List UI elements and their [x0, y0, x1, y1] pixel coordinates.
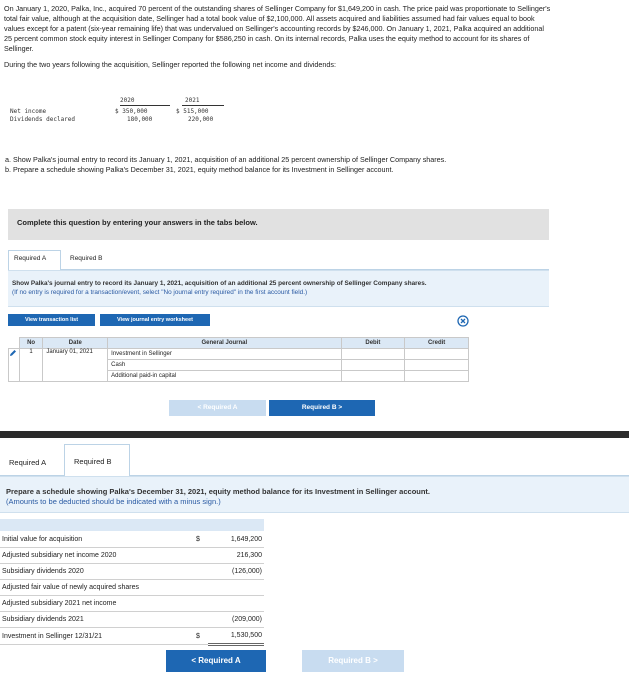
schedule-row: [0, 580, 264, 596]
row-dividends-2020: 180,000: [127, 116, 153, 123]
row-dividends-2021: 220,000: [188, 116, 214, 123]
row-net-income-label: Net income: [10, 108, 47, 115]
year-2020: 2020: [120, 97, 135, 104]
complete-banner-text: Complete this question by entering your answers in the tabs below.: [17, 218, 258, 227]
row-dividends-label: Dividends declared: [10, 116, 76, 123]
col-no: No: [19, 338, 43, 349]
schedule-sym-5: [194, 612, 208, 628]
debit-3[interactable]: [341, 371, 405, 382]
reqB-instruction: Prepare a schedule showing Palka's December 31, 2021, equity method balance for its Investment in Sellinger account.: [6, 487, 431, 496]
reqA-instruction-box: [8, 270, 549, 307]
tab-required-a[interactable]: Required A: [8, 250, 61, 270]
schedule-sym-1: [194, 548, 208, 564]
schedule-row: [0, 532, 264, 548]
schedule-sym-6: $: [194, 628, 208, 645]
schedule-header: [0, 519, 264, 531]
schedule-amount-0[interactable]: 1,649,200: [208, 532, 264, 548]
credit-2[interactable]: [405, 360, 469, 371]
problem-text: [4, 4, 552, 70]
schedule-sym-3: [194, 580, 208, 596]
reqB-prev-button[interactable]: < Required A: [166, 650, 266, 672]
account-1[interactable]: Investment in Sellinger: [108, 349, 341, 360]
credit-3[interactable]: [405, 371, 469, 382]
tab-required-b[interactable]: Required B: [64, 250, 120, 270]
schedule-label-5: Subsidiary dividends 2021: [0, 612, 194, 628]
problem-during: During the two years following the acquisition, Sellinger reported the following net income and dividends:: [4, 60, 337, 69]
schedule-label-3: Adjusted fair value of newly acquired shares: [0, 580, 194, 596]
edit-cell[interactable]: [9, 349, 20, 382]
schedule-amount-2[interactable]: (126,000): [208, 564, 264, 580]
account-3[interactable]: Additional paid-in capital: [108, 371, 341, 382]
schedule-row: [0, 628, 264, 645]
col-general-journal: General Journal: [108, 338, 341, 349]
schedule-amount-1[interactable]: 216,300: [208, 548, 264, 564]
reqB-note: (Amounts to be deducted should be indicated with a minus sign.): [6, 497, 221, 506]
reqB-next-button[interactable]: Required B >: [302, 650, 404, 672]
schedule-sym-0: $: [194, 532, 208, 548]
schedule-row: [0, 564, 264, 580]
schedule-amount-6[interactable]: 1,530,500: [208, 628, 264, 645]
debit-2[interactable]: [341, 360, 405, 371]
schedule-label-2: Subsidiary dividends 2020: [0, 564, 194, 580]
schedule-label-1: Adjusted subsidiary net income 2020: [0, 548, 194, 564]
schedule-amount-5[interactable]: (209,000): [208, 612, 264, 628]
schedule-sym-2: [194, 564, 208, 580]
col-debit: Debit: [341, 338, 405, 349]
credit-1[interactable]: [405, 349, 469, 360]
col-credit: Credit: [405, 338, 469, 349]
tab-required-a-b[interactable]: Required A: [0, 447, 64, 475]
reqB-instruction-box: [0, 476, 629, 513]
close-icon[interactable]: [457, 314, 469, 326]
entry-date: January 01, 2021: [43, 349, 108, 382]
journal-table: [8, 337, 469, 382]
schedule-label-0: Initial value for acquisition: [0, 532, 194, 548]
tab-required-b-b[interactable]: Required B: [64, 444, 130, 476]
view-transaction-list-button[interactable]: View transaction list: [8, 314, 95, 326]
schedule-table: [0, 532, 264, 646]
year-2021: 2021: [185, 97, 200, 104]
reqA-next-button[interactable]: Required B >: [269, 400, 375, 416]
section-separator: [0, 431, 629, 438]
schedule-amount-4[interactable]: [208, 596, 264, 612]
question-b: b. Prepare a schedule showing Palka's December 31, 2021, equity method balance for its Investment in Sellinger account.: [5, 165, 394, 174]
reqA-instruction: Show Palka's journal entry to record its January 1, 2021, acquisition of an additional 25 percent ownership of Sellinger Company shares.: [12, 280, 427, 287]
schedule-amount-3[interactable]: [208, 580, 264, 596]
pencil-icon[interactable]: [9, 349, 17, 357]
col-date: Date: [43, 338, 108, 349]
schedule-label-4: Adjusted subsidiary 2021 net income: [0, 596, 194, 612]
reqA-note: (If no entry is required for a transaction/event, select "No journal entry required" in the first account field.): [12, 289, 308, 296]
complete-banner: [8, 209, 549, 240]
schedule-label-6: Investment in Sellinger 12/31/21: [0, 628, 194, 645]
account-2[interactable]: Cash: [108, 360, 341, 371]
entry-no: 1: [19, 349, 43, 382]
reqA-prev-button[interactable]: < Required A: [169, 400, 266, 416]
schedule-row: [0, 612, 264, 628]
problem-paragraph: On January 1, 2020, Palka, Inc., acquired 70 percent of the outstanding shares of Sellinger Company for $1,649,200 in cash. The price paid was proportionate to Sellinger's total fair value, although at the acquisition date, Sellinger had a total book value of $2,100,000. All assets acquired and liabilities assumed had fair values equal to book values except for a patent (six-year remaining life) that was undervalued on Sellinger's accounting records by $246,000. On January 1, 2021, Palka acquired an additional 25 percent common stock equity interest in Sellinger Company for $586,250 in cash. On its internal records, Palka uses the equity method to account for its shares of Sellinger.: [4, 4, 551, 53]
schedule-row: [0, 596, 264, 612]
view-journal-worksheet-button[interactable]: View journal entry worksheet: [100, 314, 210, 326]
questions: [5, 155, 545, 175]
row-net-income-2020: $ 350,000: [115, 108, 148, 115]
row-net-income-2021: $ 515,000: [176, 108, 209, 115]
debit-1[interactable]: [341, 349, 405, 360]
schedule-sym-4: [194, 596, 208, 612]
question-a: a. Show Palka's journal entry to record its January 1, 2021, acquisition of an additional 25 percent ownership of Sellinger Company shares.: [5, 155, 447, 164]
schedule-row: [0, 548, 264, 564]
